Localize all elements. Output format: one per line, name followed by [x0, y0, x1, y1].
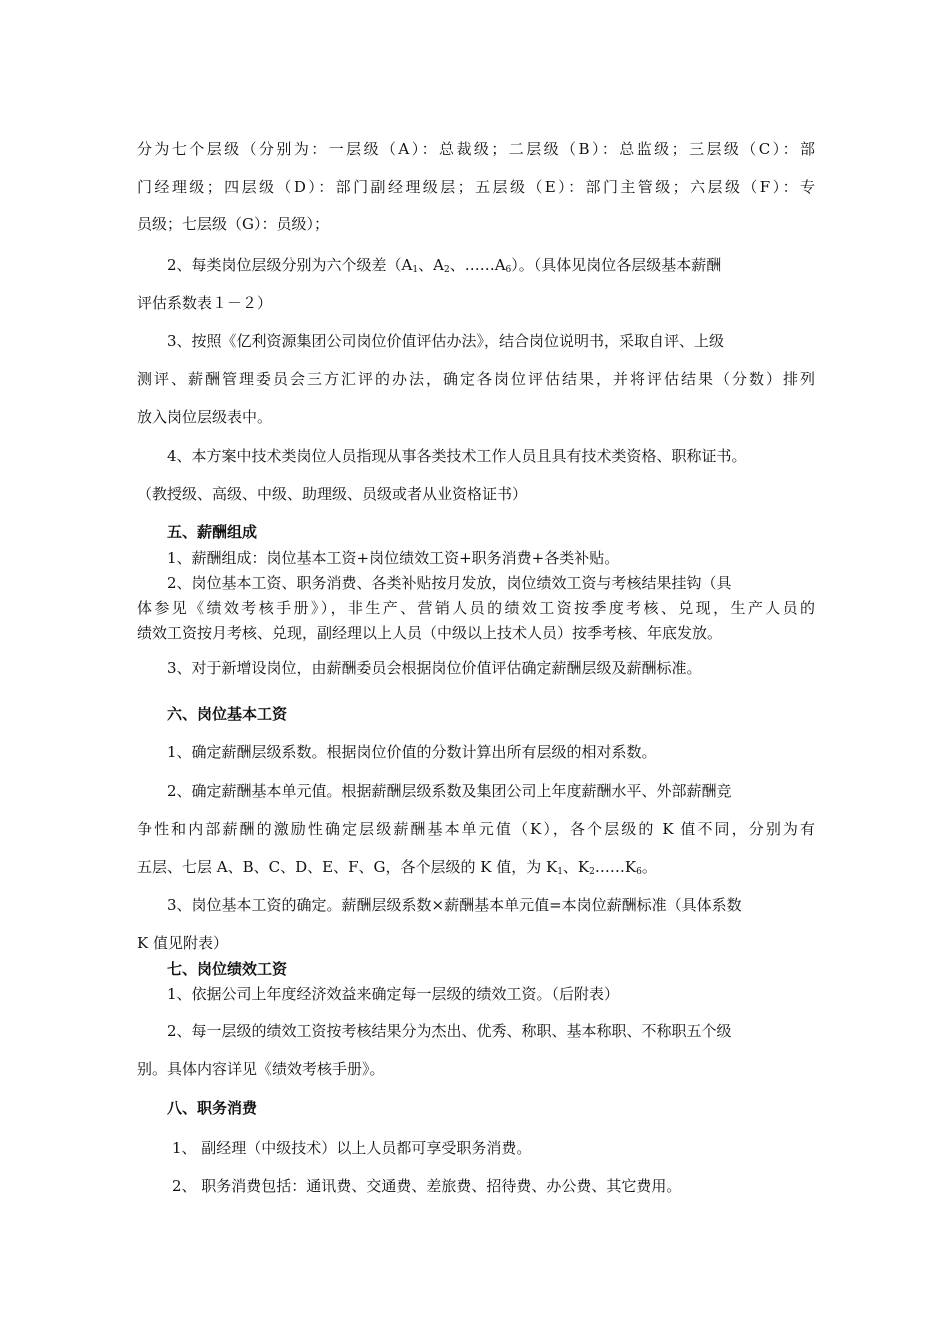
paragraph-line: 评估系数表１－２） [137, 294, 273, 312]
paragraph-line: 2、 职务消费包括：通讯费、交通费、差旅费、招待费、办公费、其它费用。 [172, 1177, 682, 1195]
paragraph-line: 争性和内部薪酬的激励性确定层级薪酬基本单元值（K），各个层级的 K 值不同，分别为有 [137, 820, 815, 838]
paragraph-line: 2、每一层级的绩效工资按考核结果分为杰出、优秀、称职、基本称职、不称职五个级 [167, 1022, 732, 1040]
paragraph-line: 4、本方案中技术类岗位人员指现从事各类技术工作人员且具有技术类资格、职称证书。 [167, 447, 747, 465]
paragraph-line: 体参见《绩效考核手册》），非生产、营销人员的绩效工资按季度考核、兑现，生产人员的 [137, 599, 815, 617]
paragraph-line: 2、每类岗位层级分别为六个级差（$A_1$、$A_2$、$\dots\dots A_6$）。（具体见岗位各层级基本薪酬 [167, 256, 722, 275]
paragraph-line: 放入岗位层级表中。 [137, 408, 273, 426]
paragraph-line: 1、依据公司上年度经济效益来确定每一层级的绩效工资。（后附表） [167, 985, 620, 1003]
paragraph-line: 3、对于新增设岗位，由薪酬委员会根据岗位价值评估确定薪酬层级及薪酬标准。 [167, 659, 702, 677]
paragraph-line: 2、岗位基本工资、职务消费、各类补贴按月发放，岗位绩效工资与考核结果挂钩（具 [167, 574, 732, 592]
paragraph-line: （教授级、高级、中级、助理级、员级或者从业资格证书） [137, 485, 528, 503]
paragraph-line: 3、按照《亿利资源集团公司岗位价值评估办法》，结合岗位说明书，采取自评、上级 [167, 332, 725, 350]
paragraph-line: 员级；七层级（G）：员级）； [137, 215, 329, 233]
paragraph-line: K 值见附表） [137, 934, 228, 952]
paragraph-line: 3、岗位基本工资的确定。薪酬层级系数×薪酬基本单元值=本岗位薪酬标准（具体系数 [167, 896, 742, 914]
paragraph-line: 1、确定薪酬层级系数。根据岗位价值的分数计算出所有层级的相对系数。 [167, 743, 657, 761]
paragraph-line: 门经理级；四层级（D）：部门副经理级层；五层级（E）：部门主管级；六层级（F）：专 [137, 178, 815, 196]
section-heading: 六、岗位基本工资 [167, 705, 288, 723]
paragraph-line: 1、薪酬组成：岗位基本工资+岗位绩效工资+职务消费+各类补贴。 [167, 549, 620, 567]
paragraph-line: 1、 副经理（中级技术）以上人员都可享受职务消费。 [172, 1139, 532, 1157]
paragraph-line: 五层、七层 A、B、C、D、E、F、G，各个层级的 K 值，为 $K_1$、$K_2\dots\dots K_6$。 [137, 858, 657, 877]
paragraph-line: 测评、薪酬管理委员会三方汇评的办法，确定各岗位评估结果，并将评估结果（分数）排列 [137, 370, 815, 388]
paragraph-line: 绩效工资按月考核、兑现，副经理以上人员（中级以上技术人员）按季考核、年底发放。 [137, 624, 723, 642]
section-heading: 七、岗位绩效工资 [167, 960, 288, 978]
paragraph-line: 2、确定薪酬基本单元值。根据薪酬层级系数及集团公司上年度薪酬水平、外部薪酬竞 [167, 782, 732, 800]
section-heading: 八、职务消费 [167, 1099, 258, 1117]
paragraph-line: 分为七个层级（分别为：一层级（A）：总裁级；二层级（B）：总监级；三层级（C）：部 [137, 140, 815, 158]
paragraph-line: 别。具体内容详见《绩效考核手册》。 [137, 1060, 385, 1078]
section-heading: 五、薪酬组成 [167, 523, 258, 541]
